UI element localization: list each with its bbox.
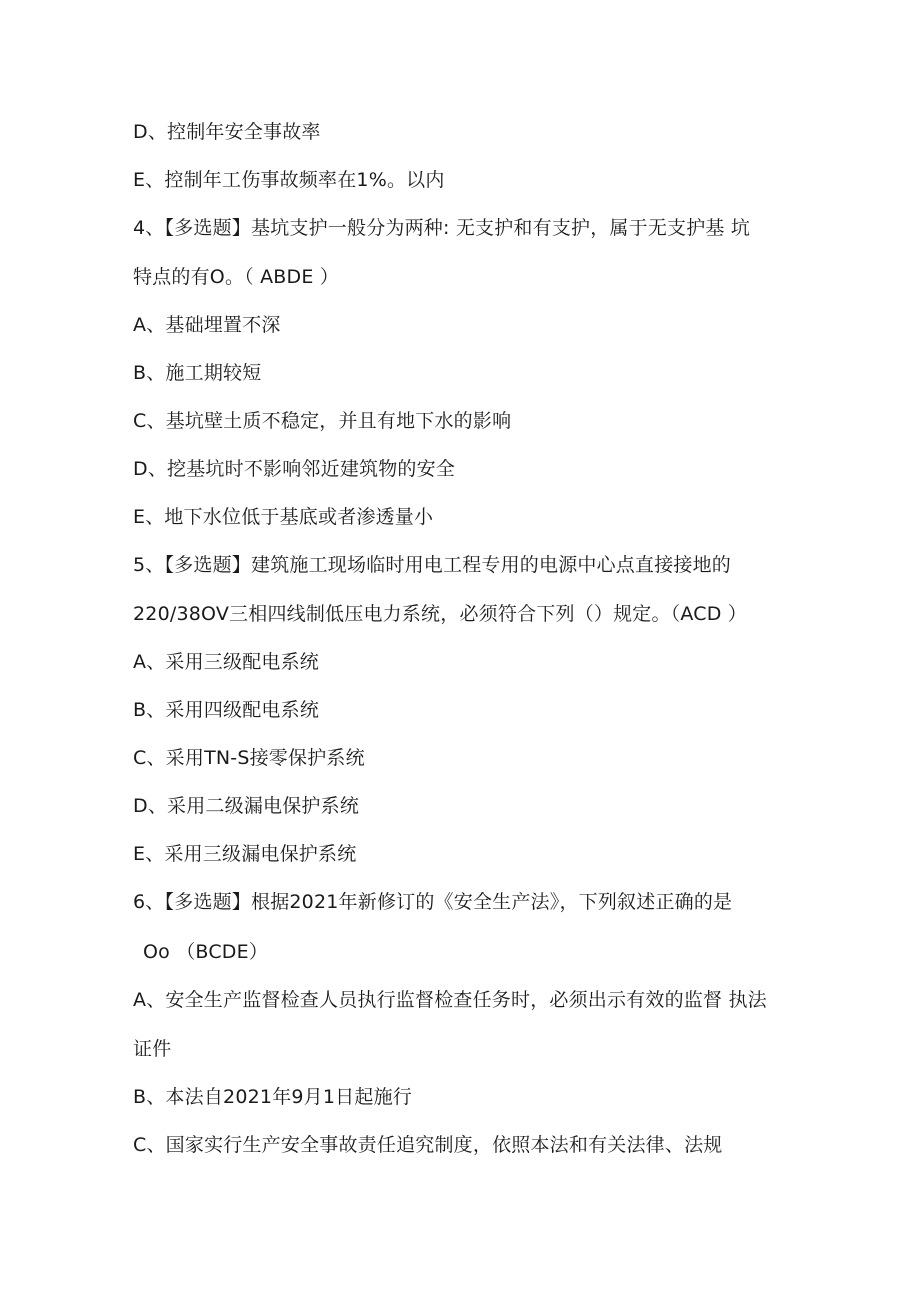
option-a-q6: A、安全生产监督检查人员执行监督检查任务时，必须出示有效的监督 执法	[133, 989, 767, 1011]
option-c-q6: C、国家实行生产安全事故责任追究制度，依照本法和有关法律、法规	[133, 1134, 723, 1156]
option-b-q4: B、施工期较短	[133, 362, 262, 384]
option-d-q3: D、控制年安全事故率	[133, 121, 321, 143]
option-c-q4: C、基坑壁土质不稳定，并且有地下水的影响	[133, 410, 512, 432]
option-b-q5: B、采用四级配电系统	[133, 699, 320, 721]
option-b-q6: B、本法自2021年9月1日起施行	[133, 1086, 412, 1108]
option-c-q5: C、采用TN-S接零保护系统	[133, 747, 365, 769]
option-a-q4: A、基础埋置不深	[133, 314, 281, 336]
option-a-q5: A、采用三级配电系统	[133, 651, 319, 673]
question-6-text: 6、【多选题】根据2021年新修订的《安全生产法》，下列叙述正确的是	[133, 891, 733, 913]
question-4-text: 4、【多选题】基坑支护一般分为两种: 无支护和有支护，属于无支护基 坑	[133, 217, 751, 239]
option-e-q3: E、控制年工伤事故频率在1%。以内	[133, 169, 445, 191]
option-d-q4: D、挖基坑时不影响邻近建筑物的安全	[133, 458, 456, 480]
question-6-answer: Oo （BCDE）	[143, 941, 269, 963]
option-e-q5: E、采用三级漏电保护系统	[133, 843, 357, 865]
question-4-answer: 特点的有O。（ ABDE ）	[133, 266, 340, 288]
question-5-answer: 220/38OV三相四线制低压电力系统，必须符合下列（）规定。（ACD ）	[133, 603, 747, 625]
question-5-text: 5、【多选题】建筑施工现场临时用电工程专用的电源中心点直接接地的	[133, 554, 731, 576]
option-e-q4: E、地下水位低于基底或者渗透量小	[133, 506, 434, 528]
option-d-q5: D、采用二级漏电保护系统	[133, 795, 360, 817]
option-a-q6-continued: 证件	[133, 1038, 172, 1060]
